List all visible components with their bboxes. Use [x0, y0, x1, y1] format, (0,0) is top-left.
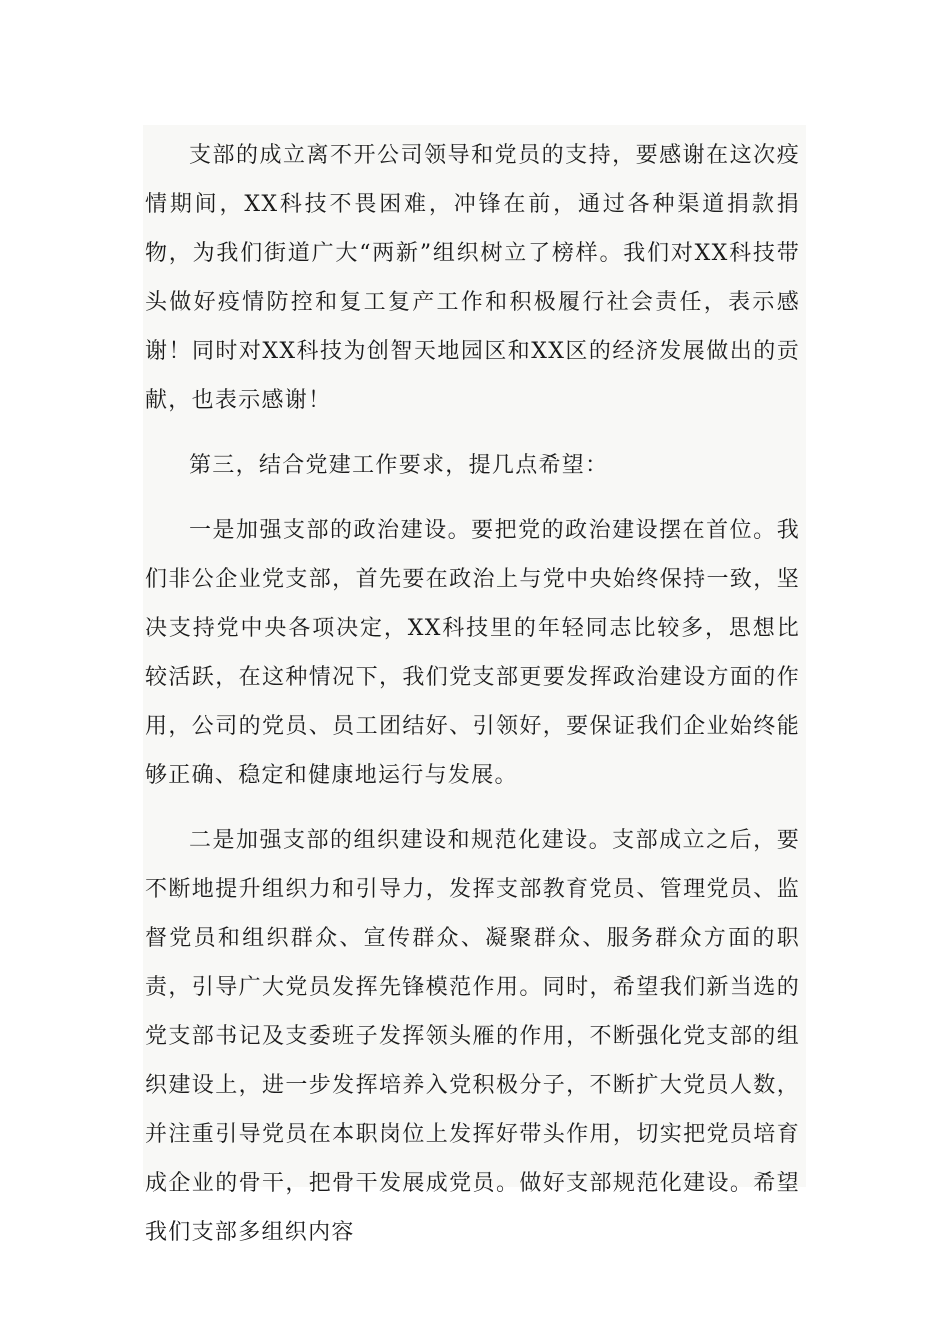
paragraph-organizational-construction: 二是加强支部的组织建设和规范化建设。支部成立之后，要不断地提升组织力和引导力，发挥支部教育党员、管理党员、监督党员和组织群众、宣传群众、凝聚群众、服务群众方面的职责，引导广大党员发挥先锋模范作用。同时，希望我们新当选的党支部书记及支委班子发挥领头雁的作用，不断强化党支部的组织建设上，进一步发挥培养入党积极分子，不断扩大党员人数，并注重引导党员在本职岗位上发挥好带头作用，切实把党员培育成企业的骨干，把骨干发展成党员。做好支部规范化建设。希望我们支部多组织内容 [145, 828, 800, 1245]
document-body [143, 125, 806, 1245]
paragraph-thanks: 支部的成立离不开公司领导和党员的支持，要感谢在这次疫情期间，XX科技不畏困难，冲锋在前，通过各种渠道捐款捐物，为我们街道广大“两新”组织树立了榜样。我们对XX科技带头做好疫情防控和复工复产工作和积极履行社会责任，表示感谢！同时对XX科技为创智天地园区和XX区的经济发展做出的贡献，也表示感谢！ [145, 143, 800, 413]
paragraph-political-construction: 一是加强支部的政治建设。要把党的政治建设摆在首位。我们非公企业党支部，首先要在政治上与党中央始终保持一致，坚决支持党中央各项决定，XX科技里的年轻同志比较多，思想比较活跃，在这种情况下，我们党支部更要发挥政治建设方面的作用，公司的党员、员工团结好、引领好，要保证我们企业始终能够正确、稳定和健康地运行与发展。 [145, 518, 800, 788]
paragraph-third-hopes: 第三，结合党建工作要求，提几点希望： [189, 453, 609, 478]
